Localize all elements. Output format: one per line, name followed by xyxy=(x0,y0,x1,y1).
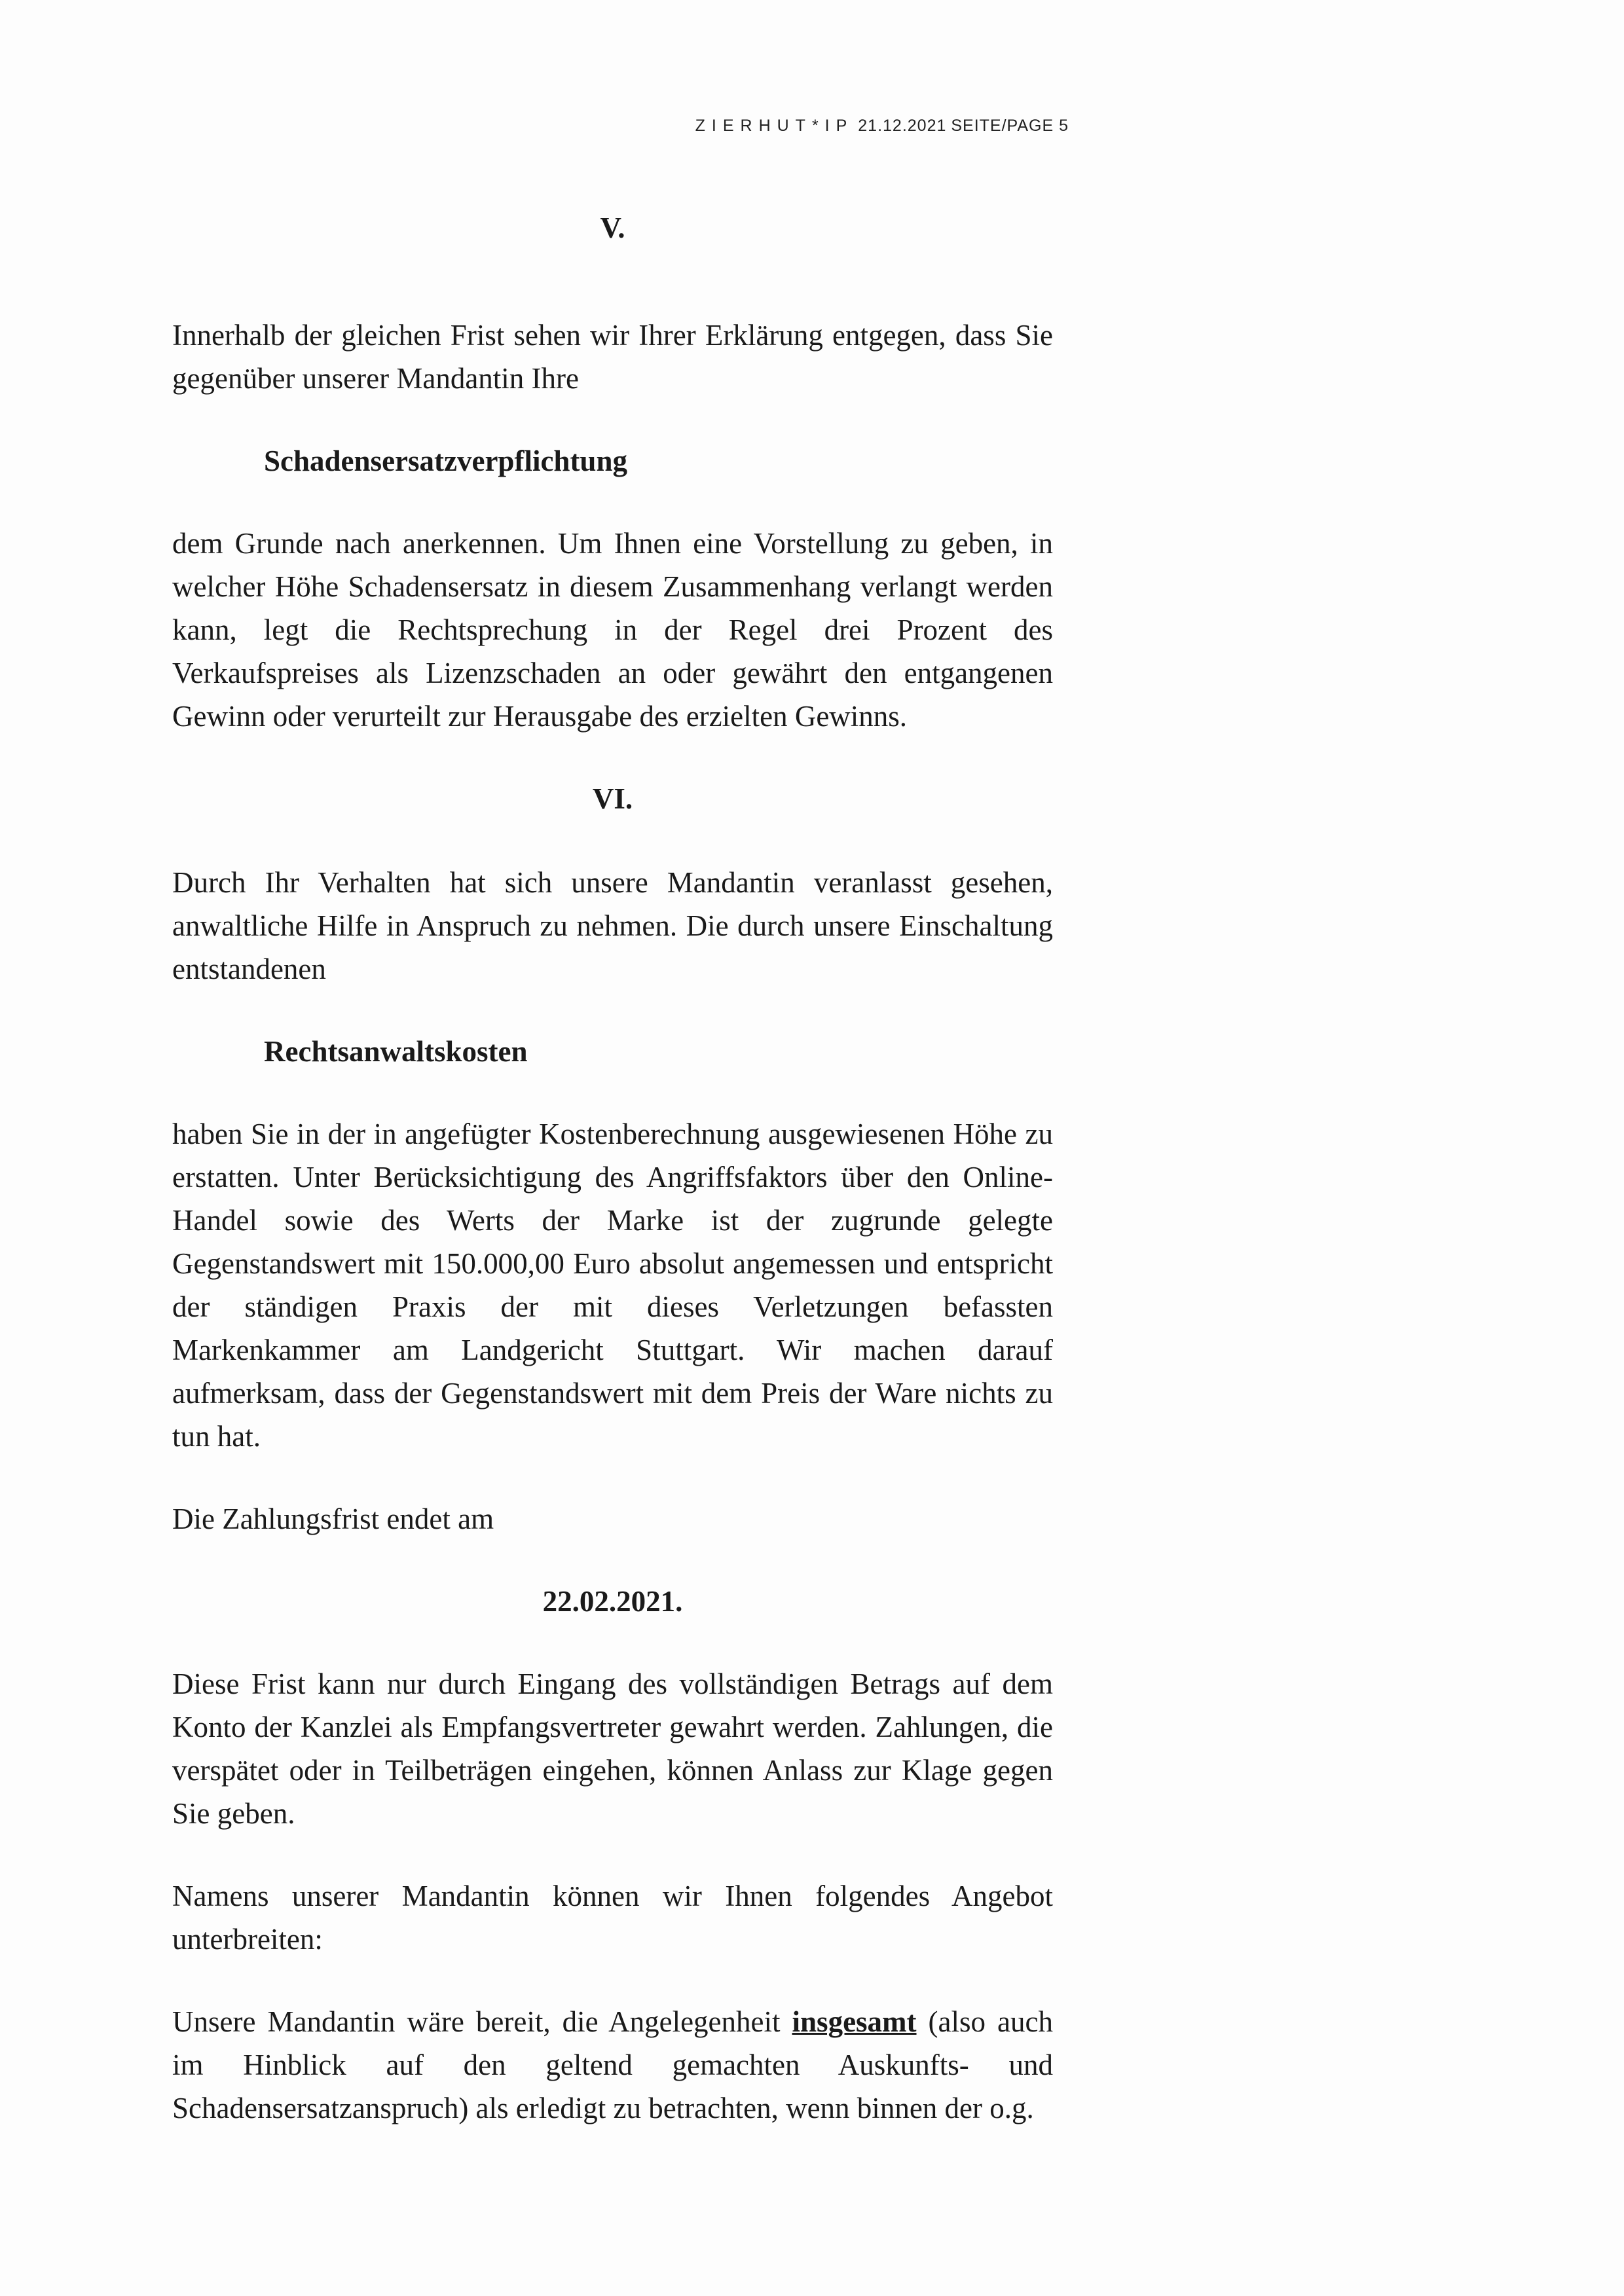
paragraph-5-end: (also auch im Hinblick auf den geltend gemachten Auskunfts- und Schadensersatzanspruch) als erledigt zu betrachten, wenn binnen der o.g. xyxy=(172,2005,1053,2124)
letter-body xyxy=(172,206,1053,2130)
payment-deadline-date: 22.02.2021. xyxy=(542,1585,683,1618)
paragraph-5-underlined-emphasis: insgesamt xyxy=(792,2005,917,2038)
section-v-paragraph-2: dem Grunde nach anerkennen. Um Ihnen eine Vorstellung zu geben, in welcher Höhe Schadensersatz in diesem Zusammenhang verlangt werden kann, legt die Rechtsprechung in der Regel drei Prozent des Verkaufspreises als Lizenzschaden an oder gewährt den entgangenen Gewinn oder verurteilt zur Herausgabe des erzielten Gewinns. xyxy=(172,527,1053,733)
section-heading-v: V. xyxy=(600,211,625,244)
section-vi-paragraph-5 xyxy=(172,2000,1053,2130)
section-vi-emphasis: Rechtsanwaltskosten xyxy=(264,1035,528,1068)
payment-deadline-intro: Die Zahlungsfrist endet am xyxy=(172,1503,494,1535)
header-date: 21.12.2021 xyxy=(858,117,947,135)
section-vi-paragraph-2: haben Sie in der in angefügter Kostenberechnung ausgewiesenen Höhe zu erstatten. Unter Berücksichtigung des Angriffsfaktors über den Online-Handel sowie des Werts der Marke ist der zugrunde gelegte Gegenstandswert mit 150.000,00 Euro absolut angemessen und entspricht der ständigen Praxis der mit dieses Verletzungen befassten Markenkammer am Landgericht Stuttgart. Wir machen darauf aufmerksam, dass der Gegenstandswert mit dem Preis der Ware nichts zu tun hat. xyxy=(172,1118,1053,1453)
header-page-label: SEITE/PAGE 5 xyxy=(951,117,1069,135)
section-v-emphasis: Schadensersatzverpflichtung xyxy=(264,445,627,477)
section-v-paragraph-1: Innerhalb der gleichen Frist sehen wir Ihrer Erklärung entgegen, dass Sie gegenüber unserer Mandantin Ihre xyxy=(172,319,1053,395)
header-brand: ZIERHUT*IP xyxy=(695,117,854,135)
section-vi-paragraph-4: Namens unserer Mandantin können wir Ihnen folgendes Angebot unterbreiten: xyxy=(172,1880,1053,1956)
page-header xyxy=(695,117,1069,136)
section-heading-vi: VI. xyxy=(592,782,633,815)
section-vi-paragraph-3: Diese Frist kann nur durch Eingang des vollständigen Betrags auf dem Konto der Kanzlei als Empfangsvertreter gewahrt werden. Zahlungen, die verspätet oder in Teilbeträgen eingehen, können Anlass zur Klage gegen Sie geben. xyxy=(172,1667,1053,1830)
section-vi-paragraph-1: Durch Ihr Verhalten hat sich unsere Mandantin veranlasst gesehen, anwaltliche Hilfe in Anspruch zu nehmen. Die durch unsere Einschaltung entstandenen xyxy=(172,866,1053,985)
paragraph-5-start: Unsere Mandantin wäre bereit, die Angelegenheit xyxy=(172,2005,792,2038)
